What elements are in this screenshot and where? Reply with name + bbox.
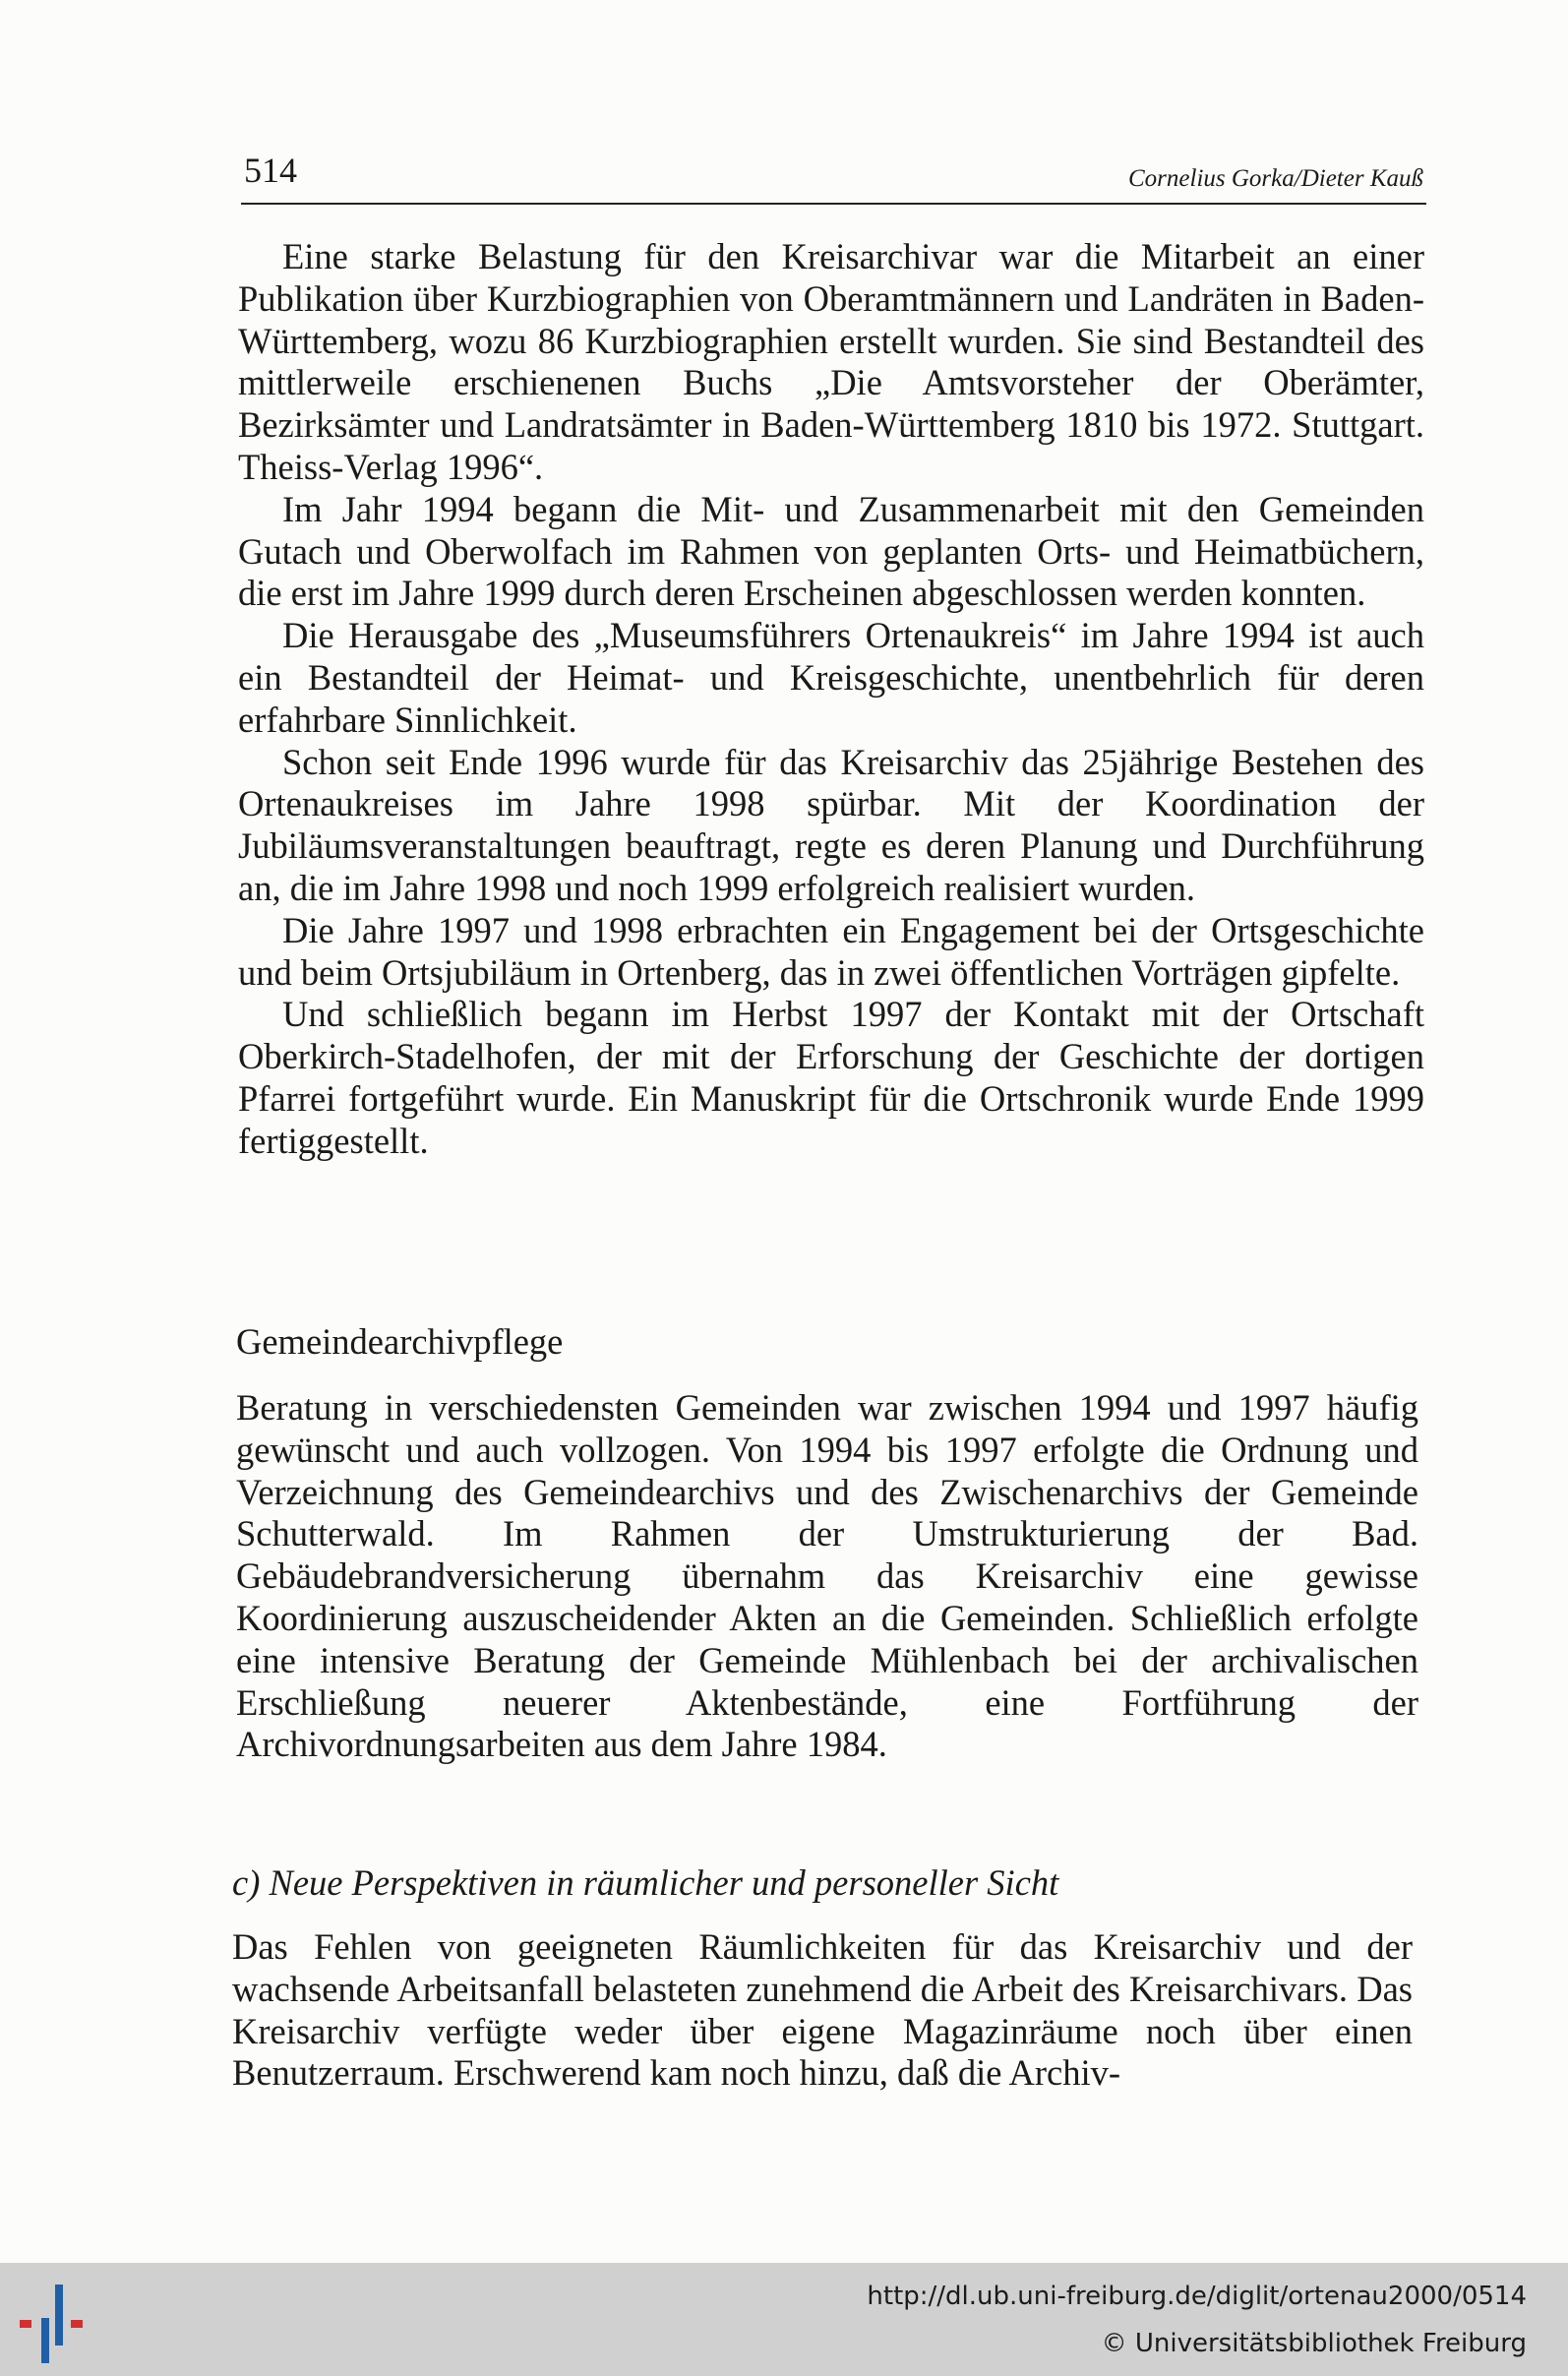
paragraph: Beratung in verschiedensten Gemeinden war zwischen 1994 und 1997 häufig gewünscht und auch vollzogen. Von 1994 bis 1997 erfolgte die Ordnung und Verzeichnung des Gemeindearchivs und des Zwischenarchivs der Gemeinde Schutterwald. Im Rahmen der Umstrukturierung der Bad. Gebäudebrandversicherung übernahm das Kreisarchiv eine gewisse Koordinierung auszuscheidender Akten an die Gemeinden. Schließlich erfolgte eine intensive Beratung der Gemeinde Mühlenbach bei der archivalischen Erschließung neuerer Aktenbestände, eine Fortführung der Archivordnungsarbeiten aus dem Jahre 1984. (236, 1387, 1418, 1765)
archive-section-text (236, 1387, 1418, 1766)
ub-freiburg-logo-icon[interactable] (18, 2275, 96, 2369)
section-heading: c) Neue Perspektiven in räumlicher und personeller Sicht (232, 1862, 1059, 1903)
paragraph: Schon seit Ende 1996 wurde für das Kreisarchiv das 25jährige Bestehen des Ortenaukreises im Jahre 1998 spürbar. Mit der Koordination der Jubiläumsveranstaltungen beauftragt, regte es deren Planung und Durchführung an, die im Jahre 1998 und noch 1999 erfolgreich realisiert wurden. (238, 741, 1424, 908)
section-text (232, 1926, 1413, 2095)
source-url-link[interactable]: http://dl.ub.uni-freiburg.de/diglit/ortenau2000/0514 (867, 2282, 1527, 2311)
running-head: Cornelius Gorka/Dieter Kauß (1128, 165, 1423, 192)
paragraph: Im Jahr 1994 begann die Mit- und Zusammenarbeit mit den Gemeinden Gutach und Oberwolfach im Rahmen von geplanten Orts- und Heimatbüchern, die erst im Jahre 1999 durch deren Erscheinen abgeschlossen werden konnten. (238, 488, 1424, 614)
paragraph: Eine starke Belastung für den Kreisarchivar war die Mitarbeit an einer Publikation über Kurzbiographien von Oberamtmännern und Landräten in Baden-Württemberg, wozu 86 Kurzbiographien erstellt wurden. Sie sind Bestandteil des mittlerweile erschienenen Buchs „Die Amtsvorsteher der Oberämter, Bezirksämter und Landratsämter in Baden-Württemberg 1810 bis 1972. Stuttgart. Theiss-Verlag 1996“. (238, 236, 1424, 487)
paragraph: Das Fehlen von geeigneten Räumlichkeiten für das Kreisarchiv und der wachsende Arbeitsanfall belasteten zunehmend die Arbeit des Kreisarchivars. Das Kreisarchiv verfügte weder über eigene Magazinräume noch über einen Benutzerraum. Erschwerend kam noch hinzu, daß die Archiv- (232, 1926, 1413, 2094)
paragraph: Und schließlich begann im Herbst 1997 der Kontakt mit der Ortschaft Oberkirch-Stadelhofen, der mit der Erforschung der Geschichte der dortigen Pfarrei fortgeführt wurde. Ein Manuskript für die Ortschronik wurde Ende 1999 fertiggestellt. (238, 994, 1424, 1161)
subheading: Gemeindearchivpflege (236, 1321, 564, 1362)
copyright-text: © Universitätsbibliothek Freiburg (1101, 2329, 1527, 2358)
paragraph: Die Jahre 1997 und 1998 erbrachten ein Engagement bei der Ortsgeschichte und beim Ortsjubiläum in Ortenberg, das in zwei öffentlichen Vorträgen gipfelte. (238, 909, 1424, 993)
body-text (238, 236, 1424, 1163)
footer-bar (0, 2263, 1568, 2376)
page-number: 514 (244, 151, 297, 190)
page-header (241, 148, 1426, 205)
paragraph: Die Herausgabe des „Museumsführers Ortenaukreis“ im Jahre 1994 ist auch ein Bestandteil der Heimat- und Kreisgeschichte, unentbehrlich für deren erfahrbare Sinnlichkeit. (238, 615, 1424, 740)
